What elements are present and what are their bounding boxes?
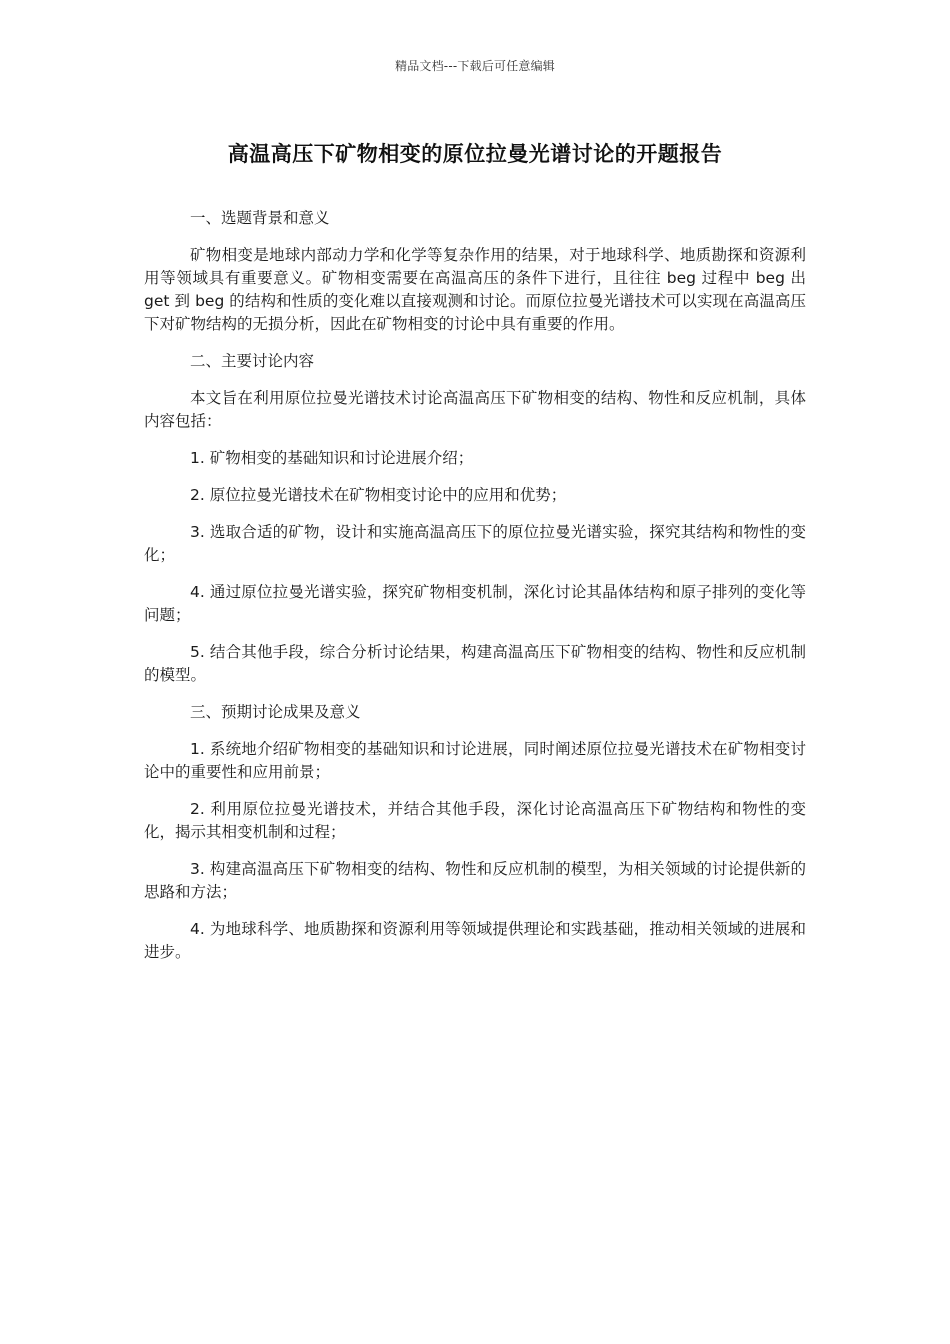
section-3-item-2: 2. 利用原位拉曼光谱技术，并结合其他手段，深化讨论高温高压下矿物结构和物性的变化，揭示其相变机制和过程； bbox=[144, 800, 806, 841]
section-1-heading: 一、选题背景和意义 bbox=[190, 209, 330, 227]
section-3-item-4: 4. 为地球科学、地质勘探和资源利用等领域提供理论和实践基础，推动相关领域的进展和进步。 bbox=[144, 920, 806, 961]
document-body bbox=[144, 207, 806, 978]
section-2-item-4: 4. 通过原位拉曼光谱实验，探究矿物相变机制，深化讨论其晶体结构和原子排列的变化等问题； bbox=[144, 583, 806, 624]
section-3-heading: 三、预期讨论成果及意义 bbox=[190, 703, 361, 721]
header-note: 精品文档---下载后可任意编辑 bbox=[395, 59, 555, 73]
section-2-item-3: 3. 选取合适的矿物，设计和实施高温高压下的原位拉曼光谱实验，探究其结构和物性的变化； bbox=[144, 523, 806, 564]
section-2-item-5: 5. 结合其他手段，综合分析讨论结果，构建高温高压下矿物相变的结构、物性和反应机制的模型。 bbox=[144, 643, 806, 684]
document-title: 高温高压下矿物相变的原位拉曼光谱讨论的开题报告 bbox=[227, 142, 723, 166]
section-3-item-3: 3. 构建高温高压下矿物相变的结构、物性和反应机制的模型，为相关领域的讨论提供新的思路和方法； bbox=[144, 860, 806, 901]
section-2-item-2: 2. 原位拉曼光谱技术在矿物相变讨论中的应用和优势； bbox=[190, 486, 567, 504]
section-1-paragraph: 矿物相变是地球内部动力学和化学等复杂作用的结果，对于地球科学、地质勘探和资源利用等领域具有重要意义。矿物相变需要在高温高压的条件下进行，且往往 beg 过程中 beg 出 get 到 beg 的结构和性质的变化难以直接观测和讨论。而原位拉曼光谱技术可以实现在高温高压下对矿物结构的无损分析，因此在矿物相变的讨论中具有重要的作用。 bbox=[144, 246, 806, 333]
section-3-item-1: 1. 系统地介绍矿物相变的基础知识和讨论进展，同时阐述原位拉曼光谱技术在矿物相变讨论中的重要性和应用前景； bbox=[144, 740, 806, 781]
section-2-heading: 二、主要讨论内容 bbox=[190, 352, 315, 370]
section-2-item-1: 1. 矿物相变的基础知识和讨论进展介绍； bbox=[190, 449, 474, 467]
section-2-intro: 本文旨在利用原位拉曼光谱技术讨论高温高压下矿物相变的结构、物性和反应机制，具体内容包括： bbox=[144, 389, 806, 430]
